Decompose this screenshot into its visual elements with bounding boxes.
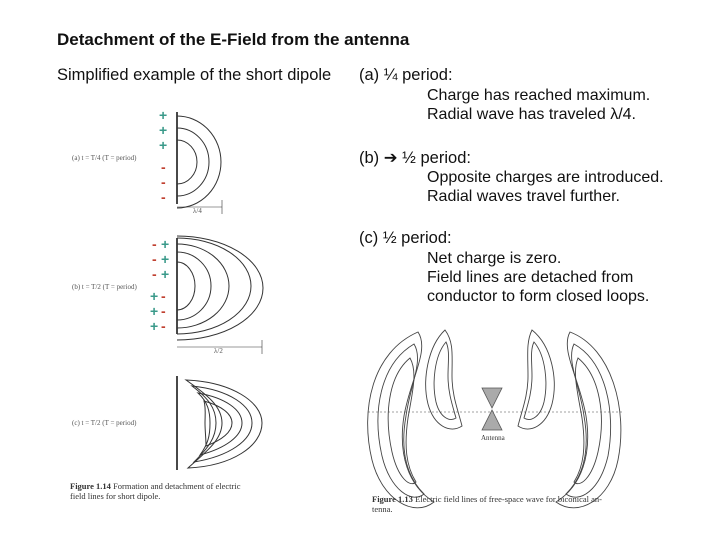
step-c-line-3: conductor to form closed loops. xyxy=(427,288,650,305)
step-a-heading: (a) ¼ period: xyxy=(359,66,453,84)
biconical-antenna xyxy=(482,388,502,430)
antenna-label: Antenna xyxy=(481,434,505,442)
plus-charge: + xyxy=(150,318,159,334)
plus-charge: + xyxy=(161,251,170,267)
right-field-lobe xyxy=(518,330,621,508)
minus-charge: - xyxy=(152,251,157,267)
step-a-line-1: Charge has reached maximum. xyxy=(427,87,651,104)
slide-title: Detachment of the E-Field from the antenna xyxy=(57,30,410,49)
panel-b-label: (b) t = T/2 (T = period) xyxy=(72,283,137,291)
minus-charge: - xyxy=(152,266,157,282)
step-a-line-2: Radial wave has traveled λ/4. xyxy=(427,106,636,123)
panel-b-dimension: λ/2 xyxy=(214,347,223,355)
plus-charge: + xyxy=(150,303,159,319)
left-field-lobe xyxy=(368,330,462,508)
figure-right-caption-text: Electric field lines of free-space wave for biconical an- xyxy=(415,494,602,504)
figure-left-caption-text-2: field lines for short dipole. xyxy=(70,491,161,501)
plus-charge: + xyxy=(159,107,168,123)
minus-charge: - xyxy=(161,288,166,304)
panel-a-label: (a) t = T/4 (T = period) xyxy=(72,154,137,162)
plus-charge: + xyxy=(159,137,168,153)
minus-charge: - xyxy=(161,318,166,334)
plus-charge: + xyxy=(159,122,168,138)
minus-charge: - xyxy=(161,159,166,175)
slide-subtitle: Simplified example of the short dipole xyxy=(57,66,332,84)
plus-charge: + xyxy=(161,236,170,252)
step-b-heading: (b) ➔ ½ period: xyxy=(359,149,471,167)
minus-charge: - xyxy=(152,236,157,252)
step-b-line-2: Radial waves travel further. xyxy=(427,188,620,205)
minus-charge: - xyxy=(161,303,166,319)
figure-right-number: Figure 1.13 xyxy=(372,494,413,504)
step-c-heading: (c) ½ period: xyxy=(359,229,452,247)
figure-left-number: Figure 1.14 xyxy=(70,481,111,491)
figure-right-caption xyxy=(372,494,682,514)
panel-c-label: (c) t = T/2 (T = period) xyxy=(72,419,137,427)
step-c-line-2: Field lines are detached from xyxy=(427,269,634,286)
minus-charge: - xyxy=(161,189,166,205)
step-c-line-1: Net charge is zero. xyxy=(427,250,562,267)
panel-a-dimension: λ/4 xyxy=(193,207,202,215)
step-b-line-1: Opposite charges are introduced. xyxy=(427,169,664,186)
minus-charge: - xyxy=(161,174,166,190)
figure-left-caption-text: Formation and detachment of electric xyxy=(113,481,241,491)
plus-charge: + xyxy=(150,288,159,304)
figure-right-caption-text-2: tenna. xyxy=(372,504,393,514)
plus-charge: + xyxy=(161,266,170,282)
